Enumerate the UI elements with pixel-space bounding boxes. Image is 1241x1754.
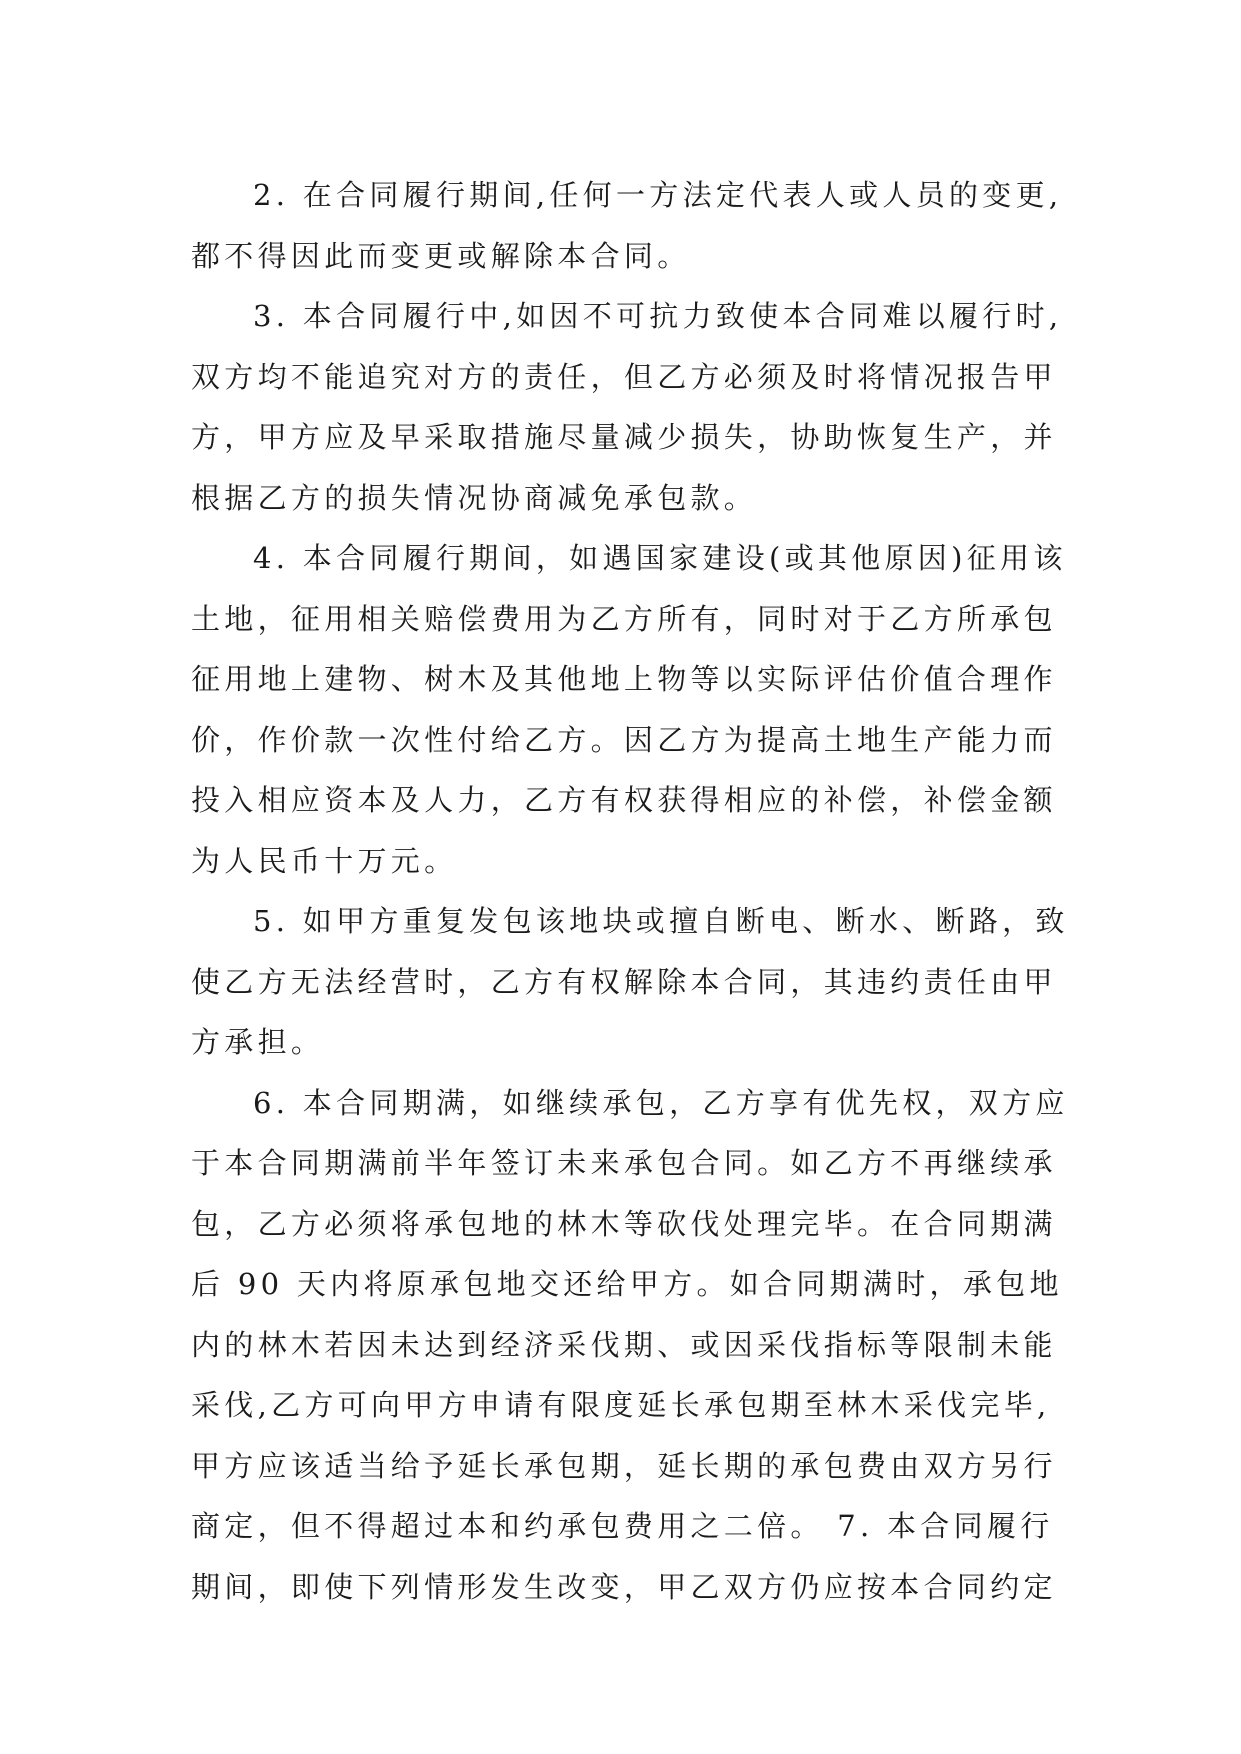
text-line: 内的林木若因未达到经济采伐期、或因采伐指标等限制未能 (191, 1327, 1057, 1362)
text-line: 使乙方无法经营时，乙方有权解除本合同，其违约责任由甲 (191, 964, 1057, 999)
text-line: 采伐,乙方可向甲方申请有限度延长承包期至林木采伐完毕, (191, 1388, 1051, 1422)
text-line: 甲方应该适当给予延长承包期，延长期的承包费由双方另行 (191, 1448, 1057, 1483)
text-line: 为人民币十万元。 (191, 843, 458, 878)
text-line: 2. 在合同履行期间,任何一方法定代表人或人员的变更, (253, 178, 1063, 212)
clause-2 (191, 165, 1091, 286)
clause-6 (191, 1073, 1091, 1618)
text-line: 期间，即使下列情形发生改变，甲乙双方仍应按本合同约定 (191, 1569, 1057, 1604)
text-line: 土地，征用相关赔偿费用为乙方所有，同时对于乙方所承包 (191, 601, 1057, 636)
clause-4 (191, 528, 1091, 891)
text-line: 都不得因此而变更或解除本合同。 (191, 238, 691, 273)
text-line: 商定，但不得超过本和约承包费用之二倍。 7. 本合同履行 (191, 1509, 1054, 1543)
text-line: 后 90 天内将原承包地交还给甲方。如合同期满时，承包地 (191, 1267, 1063, 1301)
clause-5 (191, 891, 1091, 1073)
text-line: 征用地上建物、树木及其他地上物等以实际评估价值合理作 (191, 662, 1057, 696)
text-line: 根据乙方的损失情况协商减免承包款。 (191, 480, 758, 515)
text-line: 价，作价款一次性付给乙方。因乙方为提高土地生产能力而 (191, 722, 1057, 757)
clause-3 (191, 286, 1091, 528)
text-line: 方，甲方应及早采取措施尽量减少损失，协助恢复生产，并 (191, 420, 1057, 454)
text-line: 方承担。 (191, 1025, 325, 1059)
text-line: 5. 如甲方重复发包该地块或擅自断电、断水、断路，致 (253, 904, 1069, 938)
text-line: 于本合同期满前半年签订未来承包合同。如乙方不再继续承 (191, 1146, 1057, 1180)
text-line: 投入相应资本及人力，乙方有权获得相应的补偿，补偿金额 (191, 783, 1057, 817)
text-line: 4. 本合同履行期间，如遇国家建设(或其他原因)征用该 (253, 541, 1067, 575)
text-line: 双方均不能追究对方的责任，但乙方必须及时将情况报告甲 (191, 359, 1057, 394)
contract-body (191, 165, 1091, 1617)
text-line: 包，乙方必须将承包地的林木等砍伐处理完毕。在合同期满 (191, 1206, 1057, 1241)
text-line: 6. 本合同期满，如继续承包，乙方享有优先权，双方应 (253, 1085, 1069, 1120)
text-line: 3. 本合同履行中,如因不可抗力致使本合同难以履行时, (253, 299, 1063, 333)
